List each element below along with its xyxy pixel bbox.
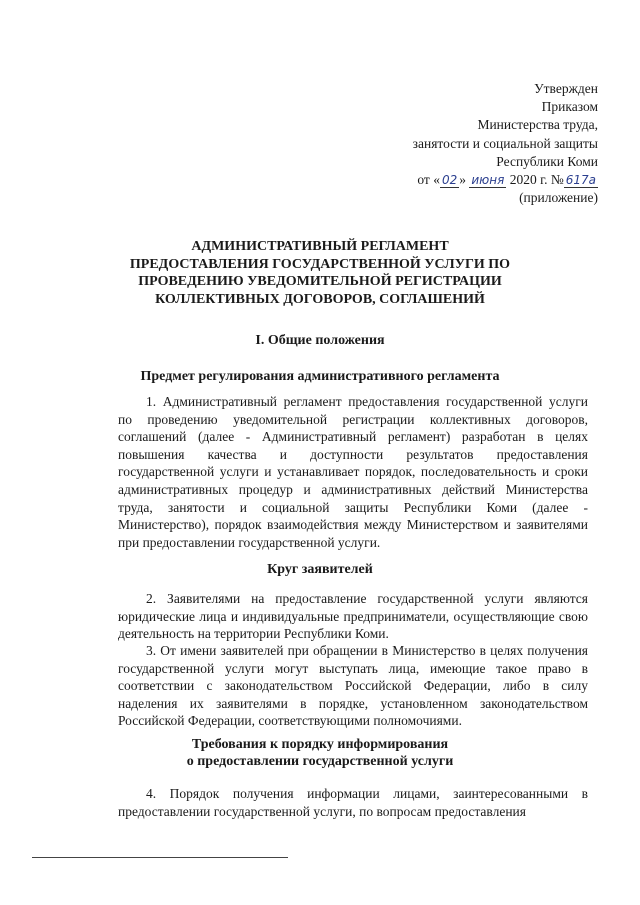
title-line: ПРОВЕДЕНИЮ УВЕДОМИТЕЛЬНОЙ РЕГИСТРАЦИИ: [138, 274, 502, 289]
paragraph-3: 3. От имени заявителей при обращении в Министерство в целях получения государственной услуги могут выступать лица, имеющие такое право в соответствии с законодательством Российской Федерации, либо в силу наделения их заявителями в порядке, установленном законодательством Российской Федерации, соответствующими полномочиями.: [118, 643, 588, 729]
info-heading-line: о предоставлении государственной услуги: [186, 754, 454, 769]
approval-line: Министерства труда,: [477, 117, 598, 133]
info-heading: [60, 736, 580, 770]
date-prefix: от «: [417, 172, 440, 188]
paragraph-2: 2. Заявителями на предоставление государственной услуги являются юридические лица и индивидуальные предприниматели, осуществляющие свою деятельность на территории Республики Коми.: [118, 591, 588, 642]
title-line: ПРЕДОСТАВЛЕНИЯ ГОСУДАРСТВЕННОЙ УСЛУГИ ПО: [129, 256, 511, 272]
date-month-handwritten: июня: [471, 173, 505, 188]
appendix-note: (приложение): [519, 190, 598, 206]
document-title: [90, 238, 550, 308]
applicants-heading: Круг заявителей: [267, 562, 373, 577]
approval-line: Приказом: [541, 99, 598, 115]
subject-heading: Предмет регулирования административного регламента: [140, 369, 500, 384]
date-mid: »: [459, 172, 466, 188]
order-number-handwritten: 617а: [565, 173, 596, 188]
date-day-handwritten: 02: [441, 173, 458, 188]
approval-block: [413, 80, 598, 207]
title-line: КОЛЛЕКТИВНЫХ ДОГОВОРОВ, СОГЛАШЕНИЙ: [155, 291, 485, 307]
approval-line: Утвержден: [534, 81, 598, 96]
approval-line: Республики Коми: [496, 153, 598, 169]
paragraph-4: 4. Порядок получения информации лицами, заинтересованными в предоставлении государственной услуги, по вопросам предоставления: [118, 786, 588, 819]
approval-line: занятости и социальной защиты: [412, 135, 598, 151]
date-year: 2020 г. №: [509, 172, 564, 188]
approval-date: [413, 171, 598, 189]
footnote-divider: [32, 857, 288, 858]
info-heading-line: Требования к порядку информирования: [191, 737, 449, 752]
title-line: АДМИНИСТРАТИВНЫЙ РЕГЛАМЕНТ: [191, 239, 449, 254]
section-heading: I. Общие положения: [255, 333, 385, 348]
paragraph-1: 1. Административный регламент предоставления государственной услуги по проведению уведомительной регистрации коллективных договоров, соглашений (далее - Административный регламент) разработан в целях повышения качества и доступности результатов предоставления государственной услуги и устанавливает порядок, последовательность и сроки административных процедур и административных действий Министерства труда, занятости и социальной защиты Республики Коми (далее - Министерство), порядок взаимодействия между Министерством и заявителями при предоставлении государственной услуги.: [118, 394, 588, 550]
